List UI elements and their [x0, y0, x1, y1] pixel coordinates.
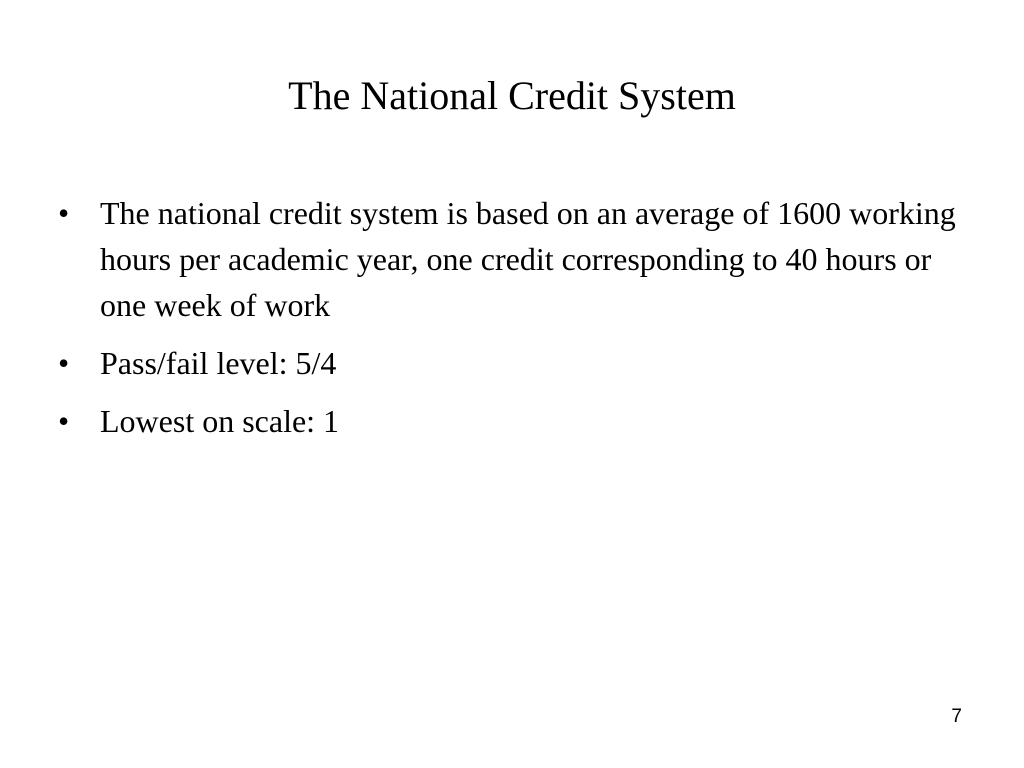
bullet-item-pass-fail [58, 340, 958, 386]
slide-title: The National Credit System [288, 73, 736, 118]
bullet-text: Lowest on scale: 1 [100, 403, 340, 439]
bullet-item-lowest-scale [58, 398, 958, 444]
bullet-text: Pass/fail level: 5/4 [100, 345, 337, 381]
bullet-list [58, 190, 958, 456]
bullet-item-credit-system [58, 190, 958, 328]
bullet-marker: • [58, 345, 70, 381]
page-number: 7 [951, 706, 962, 727]
bullet-marker: • [58, 403, 70, 439]
bullet-marker: • [58, 195, 70, 231]
bullet-text: The national credit system is based on an average of 1600 working hours per academic year, one credit corresponding to 40 hours or one week of work [100, 195, 956, 323]
